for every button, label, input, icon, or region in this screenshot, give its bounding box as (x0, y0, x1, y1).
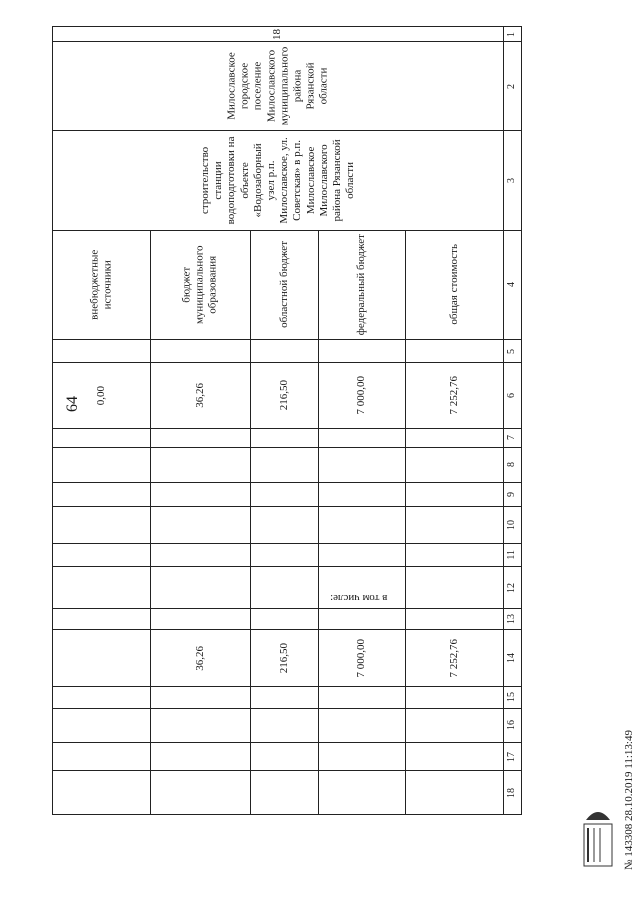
table-row-total (405, 27, 503, 815)
column-number: 10 (503, 506, 521, 543)
row-label: областной бюджет (251, 231, 318, 340)
value-cell: 36,26 (150, 363, 250, 428)
row-label: бюджет муниципального образования (150, 231, 250, 340)
project-cell: строительство станции водоподготовки на объекте «Водозаборный узел р.п. Милославское, ул. Советская» в р.п. Милославское Милославского района Рязанской области (53, 131, 504, 231)
value-cell: 7 000,00 (318, 363, 405, 428)
column-number: 17 (503, 743, 521, 771)
value-cell: 36,26 (150, 630, 250, 686)
value-cell: 7 252,76 (405, 630, 503, 686)
value-cell: 7 252,76 (405, 363, 503, 428)
budget-table (52, 26, 522, 815)
column-number: 4 (503, 231, 521, 340)
value-cell: 0,00 (53, 363, 151, 428)
column-number: 11 (503, 543, 521, 567)
value-cell (53, 630, 151, 686)
recipient-cell: Милославское городское поселение Милославского муниципального района Рязанской области (53, 42, 504, 131)
column-numbers-row (503, 27, 521, 815)
column-number: 8 (503, 448, 521, 483)
row-label: федеральный бюджет (318, 231, 405, 340)
column-number: 5 (503, 339, 521, 363)
page-number: 64 (64, 396, 81, 412)
column-number: 14 (503, 630, 521, 686)
registration-number: № 143308 28.10.2019 11:13:49 (623, 730, 635, 870)
column-number: 3 (503, 131, 521, 231)
row-label: внебюджетные источники (53, 231, 151, 340)
row-number-cell: 18 (53, 27, 504, 42)
column-number: 1 (503, 27, 521, 42)
budget-table-container (52, 26, 522, 815)
column-number: 15 (503, 686, 521, 708)
column-number: 7 (503, 428, 521, 448)
column-number: 9 (503, 482, 521, 506)
column-number: 18 (503, 771, 521, 815)
column-number: 12 (503, 567, 521, 608)
column-number: 16 (503, 708, 521, 743)
stamp-icon (578, 764, 618, 874)
in-that-number-label: в том числе: (330, 592, 388, 604)
column-number: 13 (503, 608, 521, 630)
value-cell: 7 000,00 (318, 630, 405, 686)
column-number: 2 (503, 42, 521, 131)
value-cell: 216,50 (251, 630, 318, 686)
row-label: общая стоимость (405, 231, 503, 340)
column-number: 6 (503, 363, 521, 428)
value-cell: 216,50 (251, 363, 318, 428)
